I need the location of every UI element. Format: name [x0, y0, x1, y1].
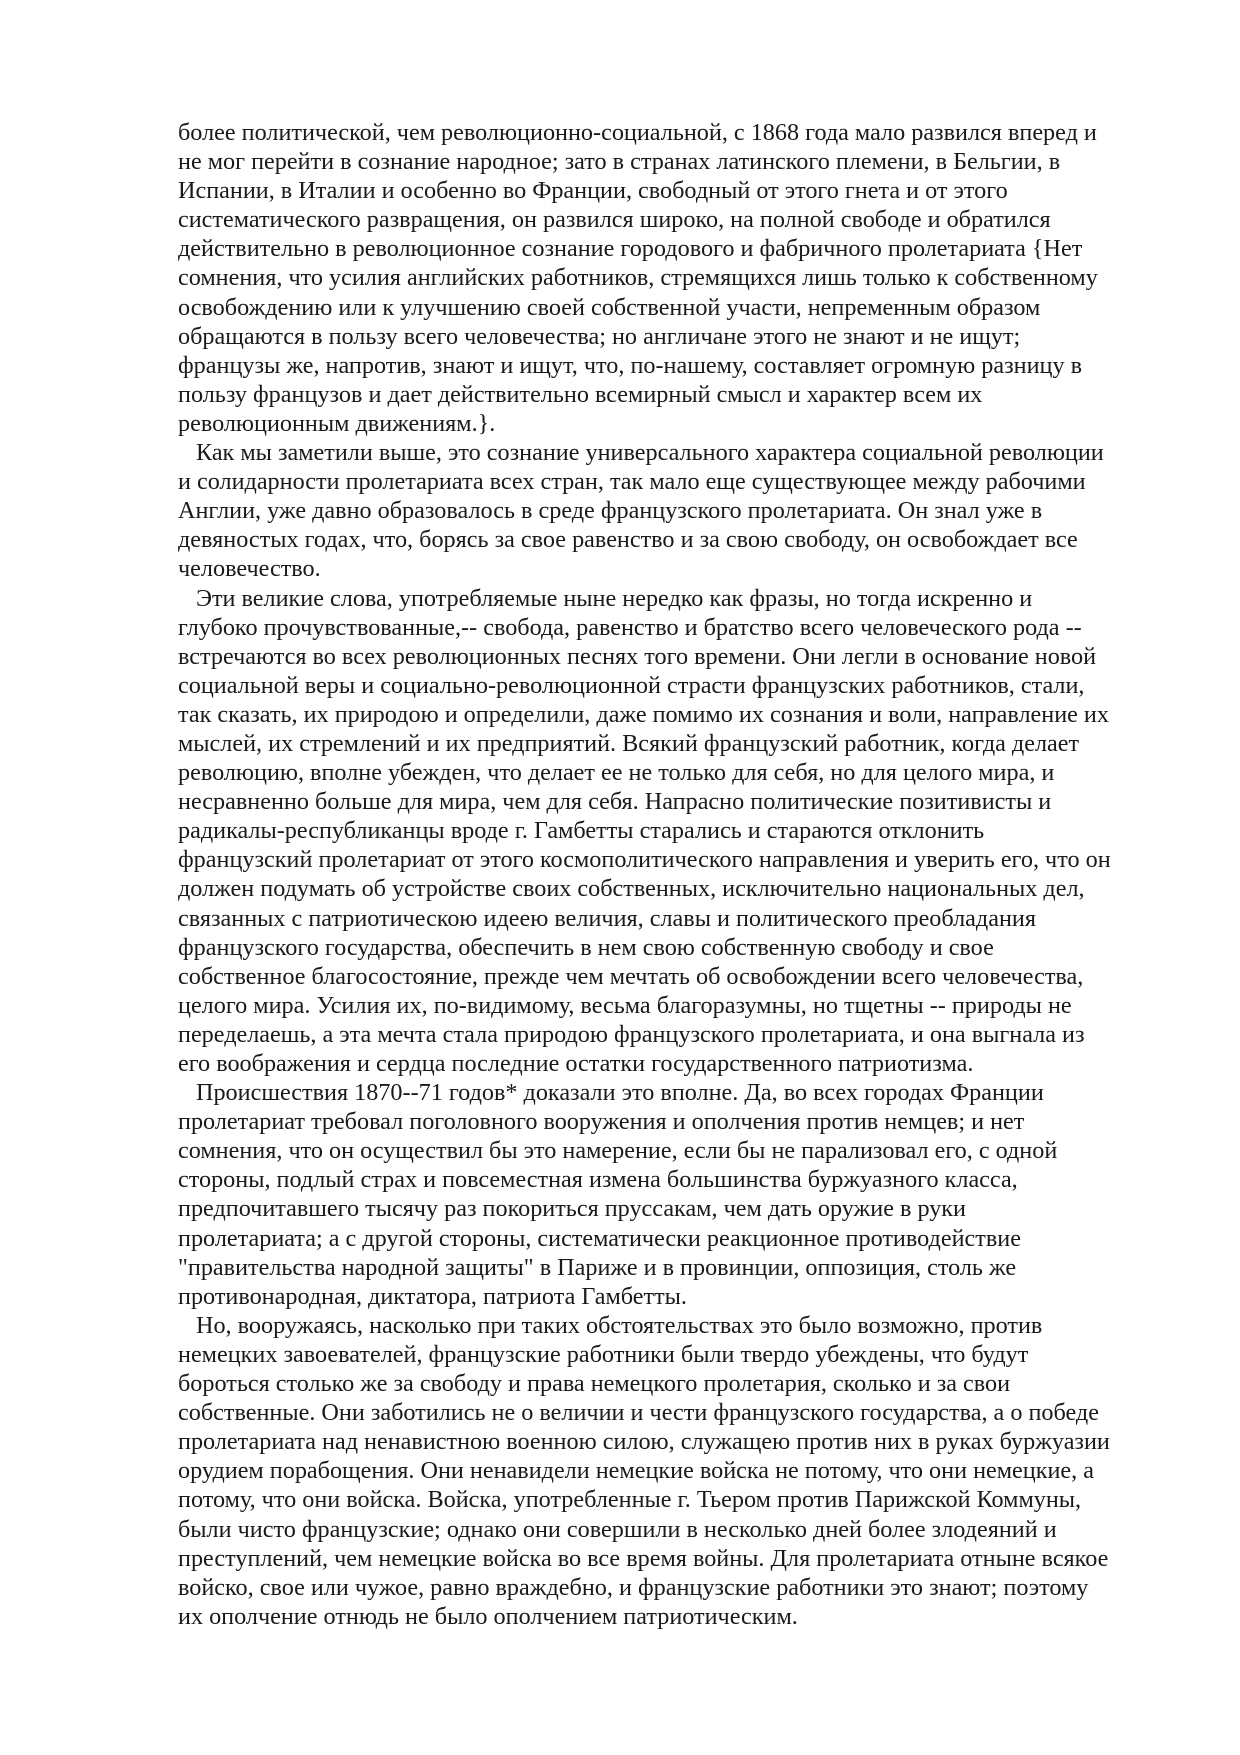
text-line: орудием порабощения. Они ненавидели немецкие войска не потому, что они немецкие, а [178, 1457, 1094, 1485]
paragraph-3 [178, 584, 1158, 1079]
text-line: и солидарности пролетариата всех стран, так мало еще существующее между рабочими [178, 468, 1086, 496]
text-line: "правительства народной защиты" в Париже и в провинции, оппозиция, столь же [178, 1253, 1017, 1281]
text-line: человечество. [178, 555, 321, 583]
text-line: сомнения, что он осуществил бы это намерение, если бы не парализовал его, с одной [178, 1137, 1058, 1165]
text-line: более политической, чем революционно-социальной, с 1868 года мало развился вперед и [178, 119, 1097, 146]
text-line: Но, вооружаясь, насколько при таких обстоятельствах это было возможно, против [196, 1311, 1043, 1339]
paragraph-4 [178, 1078, 1158, 1311]
text-line: войско, свое или чужое, равно враждебно, и французские работники это знают; поэтому [178, 1573, 1089, 1601]
text-line: французского государства, обеспечить в нем свою собственную свободу и свое [178, 933, 994, 961]
text-line: революционным движениям.}. [178, 409, 496, 437]
text-line: его воображения и сердца последние остатки государственного патриотизма. [178, 1050, 974, 1077]
text-line: стороны, подлый страх и повсеместная измена большинства буржуазного класса, [178, 1166, 1018, 1194]
text-line: преступлений, чем немецкие войска во все время войны. Для пролетариата отныне всякое [178, 1544, 1109, 1572]
text-line: Эти великие слова, употребляемые ныне нередко как фразы, но тогда искренно и [196, 584, 1033, 612]
text-line: несравненно больше для мира, чем для себя. Напрасно политические позитивисты и [178, 788, 1052, 816]
text-line: собственные. Они заботились не о величии и чести французского государства, а о победе [178, 1399, 1099, 1427]
text-line: Как мы заметили выше, это сознание универсального характера социальной революции [196, 439, 1104, 467]
text-line: Происшествия 1870--71 годов* доказали это вполне. Да, во всех городах Франции [196, 1079, 1044, 1107]
text-line: мыслей, их стремлений и их предприятий. Всякий французский работник, когда делает [178, 729, 1080, 757]
paragraph-1 [178, 118, 1158, 438]
text-line: бороться столько же за свободу и права немецкого пролетария, сколько и за свои [178, 1370, 1011, 1398]
text-line: французы же, напротив, знают и ищут, что, по-нашему, составляет огромную разницу в [178, 351, 1083, 379]
text-line: собственное благосостояние, прежде чем мечтать об освобождении всего человечества, [178, 962, 1084, 990]
text-line: социальной веры и социально-революционной страсти французских работников, стали, [178, 671, 1085, 699]
text-line: французский пролетариат от этого космополитического направления и уверить его, что он [178, 846, 1111, 874]
text-line: должен подумать об устройстве своих собственных, исключительно национальных дел, [178, 875, 1085, 903]
text-line: встречаются во всех революционных песнях того времени. Они легли в основание новой [178, 642, 1097, 670]
text-line: переделаешь, а эта мечта стала природою французского пролетариата, и она выгнала из [178, 1020, 1085, 1048]
text-line: глубоко прочувствованные,-- свобода, равенство и братство всего человеческого рода -- [178, 613, 1082, 641]
text-line: не мог перейти в сознание народное; зато в странах латинского племени, в Бельгии, в [178, 148, 1061, 176]
text-line: потому, что они войска. Войска, употребленные г. Тьером против Парижской Коммуны, [178, 1486, 1082, 1514]
text-line: девяностых годах, что, борясь за свое равенство и за свою свободу, он освобождает все [178, 526, 1078, 554]
text-line: целого мира. Усилия их, по-видимому, весьма благоразумны, но тщетны -- природы не [178, 991, 1072, 1019]
text-line: Испании, в Италии и особенно во Франции, свободный от этого гнета и от этого [178, 177, 1008, 205]
text-line: их ополчение отнюдь не было ополчением патриотическим. [178, 1602, 798, 1630]
text-line: освобождению или к улучшению своей собственной участи, непременным образом [178, 293, 1041, 321]
text-line: пролетариата; а с другой стороны, систематически реакционное противодействие [178, 1224, 1021, 1252]
text-line: действительно в революционное сознание городового и фабричного пролетариата {Нет [178, 235, 1083, 263]
text-line: систематического развращения, он развился широко, на полной свободе и обратился [178, 206, 1051, 234]
text-line: радикалы-республиканцы вроде г. Гамбетты старались и стараются отклонить [178, 817, 985, 845]
text-line: предпочитавшего тысячу раз покориться пруссакам, чем дать оружие в руки [178, 1195, 967, 1223]
text-line: так сказать, их природою и определили, даже помимо их сознания и воли, направление их [178, 700, 1109, 728]
text-line: связанных с патриотическою идеею величия, славы и политического преобладания [178, 904, 1036, 932]
text-line: пролетариата над ненавистною военною силою, служащею против них в руках буржуазии [178, 1428, 1110, 1456]
document-page [178, 118, 1158, 1631]
text-line: были чисто французские; однако они совершили в несколько дней более злодеяний и [178, 1515, 1057, 1543]
text-line: противонародная, диктатора, патриота Гамбетты. [178, 1282, 687, 1310]
paragraph-5 [178, 1311, 1158, 1631]
text-line: немецких завоевателей, французские работники были твердо убеждены, что будут [178, 1340, 1029, 1368]
text-line: пользу французов и дает действительно всемирный смысл и характер всем их [178, 380, 983, 408]
paragraph-2 [178, 438, 1158, 583]
text-line: обращаются в пользу всего человечества; но англичане этого не знают и не ищут; [178, 322, 1021, 350]
text-line: революцию, вполне убежден, что делает ее не только для себя, но для целого мира, и [178, 759, 1055, 787]
text-line: Англии, уже давно образовалось в среде французского пролетариата. Он знал уже в [178, 497, 1043, 525]
text-line: пролетариат требовал поголовного вооружения и ополчения против немцев; и нет [178, 1108, 1025, 1136]
text-line: сомнения, что усилия английских работников, стремящихся лишь только к собственному [178, 264, 1098, 292]
